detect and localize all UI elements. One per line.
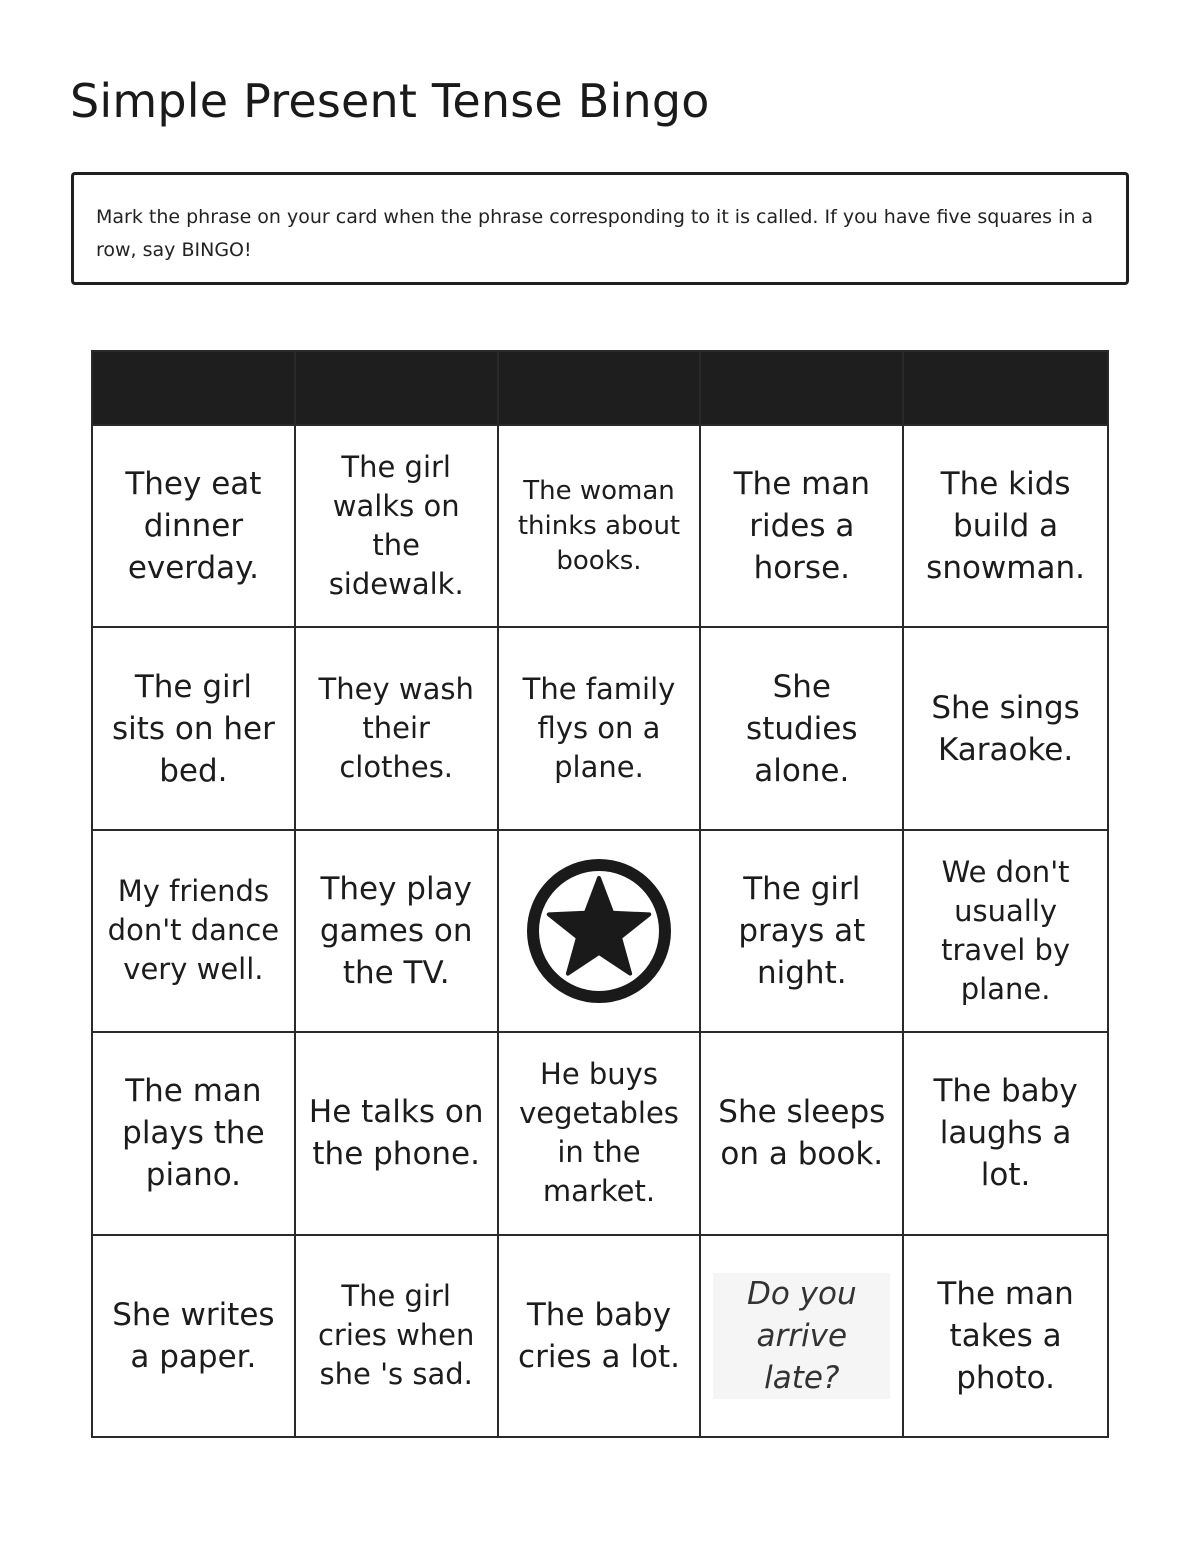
- header-cell: [904, 352, 1107, 424]
- square-text: He buys vegetables in the market.: [519, 1057, 679, 1209]
- bingo-square[interactable]: [296, 1234, 499, 1436]
- bingo-square[interactable]: [701, 1031, 904, 1233]
- square-text: He talks on the phone.: [308, 1094, 484, 1173]
- square-text: They wash their clothes.: [318, 672, 474, 785]
- square-text: She writes a paper.: [112, 1296, 275, 1375]
- bingo-square[interactable]: [93, 424, 296, 626]
- bingo-square[interactable]: [904, 1031, 1107, 1233]
- bingo-square[interactable]: [93, 1234, 296, 1436]
- bingo-square[interactable]: [904, 424, 1107, 626]
- bingo-square[interactable]: [93, 626, 296, 828]
- square-text: My friends don't dance very well.: [107, 874, 280, 987]
- square-text: She sings Karaoke.: [931, 689, 1080, 768]
- header-cell: [701, 352, 904, 424]
- square-text: The man plays the piano.: [122, 1073, 265, 1194]
- bingo-square[interactable]: [93, 1031, 296, 1233]
- bingo-square[interactable]: [499, 424, 702, 626]
- header-cell: [296, 352, 499, 424]
- square-text: The baby cries a lot.: [518, 1296, 680, 1375]
- bingo-square[interactable]: [499, 1031, 702, 1233]
- bingo-card: [91, 350, 1109, 1438]
- page-title: Simple Present Tense Bingo: [70, 74, 710, 128]
- instructions-text: Mark the phrase on your card when the phrase corresponding to it is called. If you have five squares in a row, say BINGO!: [96, 206, 1094, 261]
- bingo-square[interactable]: [499, 1234, 702, 1436]
- bingo-square[interactable]: [93, 829, 296, 1031]
- bingo-square[interactable]: [701, 1234, 904, 1436]
- square-text: The girl walks on the sidewalk.: [328, 450, 464, 602]
- star-in-circle-icon: [524, 856, 674, 1006]
- bingo-square[interactable]: [904, 626, 1107, 828]
- square-text: The family flys on a plane.: [522, 672, 676, 785]
- square-text: The man rides a horse.: [733, 466, 870, 587]
- square-text: They play games on the TV.: [319, 870, 473, 991]
- square-text: The girl cries when she 's sad.: [317, 1279, 475, 1392]
- square-text: The kids build a snowman.: [926, 466, 1085, 587]
- square-text: The baby laughs a lot.: [933, 1073, 1078, 1194]
- bingo-square[interactable]: [904, 1234, 1107, 1436]
- square-text: The girl sits on her bed.: [111, 668, 275, 789]
- square-text: Do you arrive late?: [713, 1273, 890, 1399]
- instructions-box: [71, 172, 1129, 285]
- square-text: We don't usually travel by plane.: [941, 854, 1071, 1006]
- bingo-square[interactable]: [296, 1031, 499, 1233]
- header-cell: [93, 352, 296, 424]
- free-space[interactable]: [499, 829, 702, 1031]
- bingo-square[interactable]: [499, 626, 702, 828]
- square-text: The woman thinks about books.: [517, 475, 681, 576]
- bingo-square[interactable]: [701, 829, 904, 1031]
- square-text: They eat dinner everday.: [125, 466, 262, 587]
- bingo-square[interactable]: [701, 424, 904, 626]
- square-text: The man takes a photo.: [937, 1275, 1074, 1396]
- header-cell: [499, 352, 702, 424]
- bingo-square[interactable]: [296, 424, 499, 626]
- square-text: The girl prays at night.: [738, 870, 866, 991]
- bingo-square[interactable]: [701, 626, 904, 828]
- square-text: She sleeps on a book.: [718, 1094, 886, 1173]
- bingo-square[interactable]: [296, 626, 499, 828]
- square-text: She studies alone.: [746, 668, 858, 789]
- bingo-square[interactable]: [904, 829, 1107, 1031]
- bingo-square[interactable]: [296, 829, 499, 1031]
